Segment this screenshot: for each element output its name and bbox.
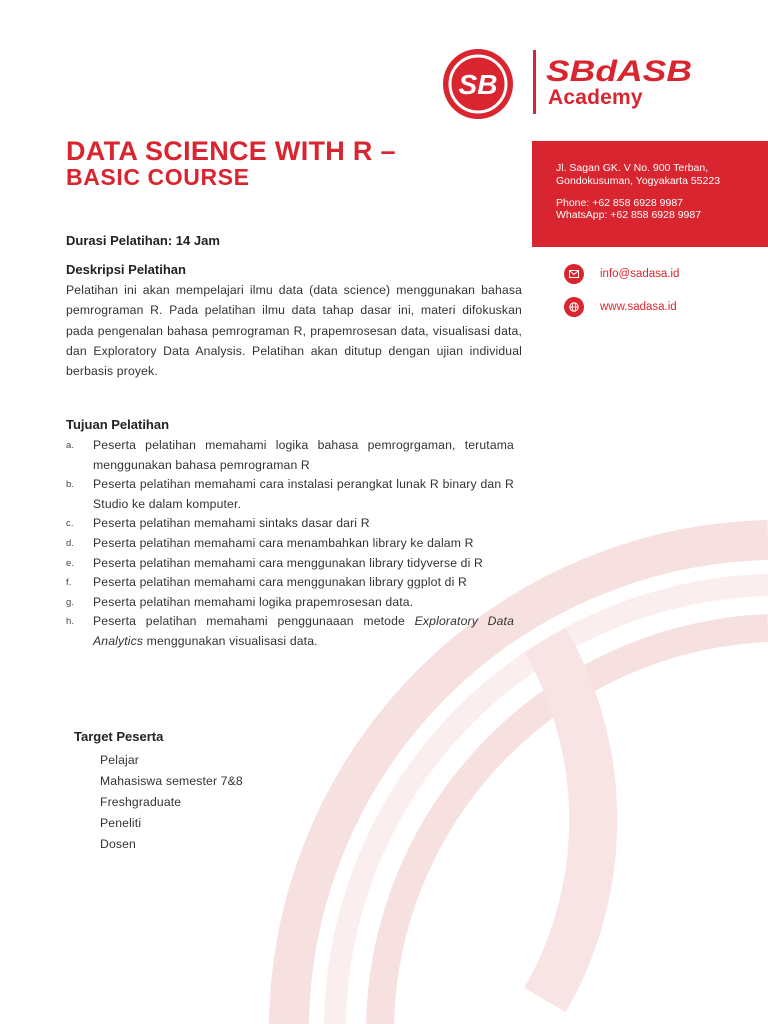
description-text: Pelatihan ini akan mempelajari ilmu data (data science) menggunakan bahasa pemrograman R. Pada pelatihan ilmu data tahap dasar ini, materi difokuskan pada pengenalan bahasa pemrograman R, prapemrosesan data, visualisasi data, dan Exploratory Data Analysis. Pelatihan akan ditutup dengan ujian individual berbasis proyek. bbox=[66, 283, 522, 379]
goal-text: Peserta pelatihan memahami cara menggunakan library ggplot di R bbox=[93, 575, 467, 590]
target-item: Freshgraduate bbox=[100, 795, 182, 809]
address-line2: Gondokusuman, Yogyakarta 55223 bbox=[556, 175, 721, 187]
target-list bbox=[100, 750, 243, 855]
goals-list bbox=[66, 436, 514, 652]
brand-name-academy: Academy bbox=[548, 86, 643, 109]
goal-marker: f. bbox=[66, 577, 72, 589]
goal-marker: a. bbox=[66, 440, 75, 451]
goal-item bbox=[66, 514, 514, 534]
goal-item bbox=[66, 475, 514, 514]
brand-wordmark-text: SBdASB bbox=[546, 55, 692, 86]
goal-text-italic: Exploratory Data Analytics bbox=[93, 614, 514, 648]
mail-icon bbox=[564, 264, 584, 284]
goal-item bbox=[66, 554, 514, 574]
goal-marker: e. bbox=[66, 557, 75, 569]
goal-text: Peserta pelatihan memahami cara instalasi perangkat lunak R binary dan R Studio ke dalam komputer. bbox=[93, 477, 514, 511]
phone-number: Phone: +62 858 6928 9987 bbox=[556, 197, 683, 209]
logo-emblem bbox=[441, 47, 515, 121]
brand-wordmark bbox=[546, 52, 696, 86]
goals-heading: Tujuan Pelatihan bbox=[66, 417, 170, 432]
goal-marker: g. bbox=[66, 596, 75, 608]
target-item: Peneliti bbox=[100, 816, 142, 830]
logo-divider bbox=[533, 50, 536, 114]
goal-item bbox=[66, 593, 514, 613]
goal-marker: c. bbox=[66, 518, 74, 530]
goal-text: Peserta pelatihan memahami logika bahasa pemrogrgaman, terutama menggunakan bahasa pemrograman R bbox=[93, 438, 514, 472]
goal-text: Peserta pelatihan memahami logika prapemrosesan data. bbox=[93, 594, 414, 609]
whatsapp-number: WhatsApp: +62 858 6928 9987 bbox=[556, 209, 702, 221]
website-row[interactable] bbox=[564, 297, 677, 317]
goal-marker: h. bbox=[66, 616, 75, 628]
address-line1: Jl. Sagan GK. V No. 900 Terban, bbox=[556, 162, 709, 174]
description-heading: Deskripsi Pelatihan bbox=[66, 262, 186, 277]
goal-item bbox=[66, 573, 514, 593]
training-duration: Durasi Pelatihan: 14 Jam bbox=[66, 233, 220, 248]
goal-text: Peserta pelatihan memahami cara menggunakan library tidyverse di R bbox=[93, 555, 483, 570]
email-row[interactable] bbox=[564, 264, 679, 284]
address-box bbox=[532, 141, 768, 247]
goal-text: Peserta pelatihan memahami sintaks dasar dari R bbox=[93, 516, 370, 531]
target-item: Pelajar bbox=[100, 753, 139, 767]
goal-marker: b. bbox=[66, 479, 75, 491]
target-item: Dosen bbox=[100, 837, 136, 851]
goal-text bbox=[93, 612, 514, 651]
goal-marker: d. bbox=[66, 537, 75, 549]
goal-text-after: menggunakan visualisasi data. bbox=[143, 633, 318, 648]
goal-text-before: Peserta pelatihan memahami penggunaaan metode bbox=[93, 614, 415, 629]
course-title-line2: BASIC COURSE bbox=[66, 164, 250, 190]
course-title-line1: DATA SCIENCE WITH R – bbox=[66, 136, 396, 166]
goal-text: Peserta pelatihan memahami cara menambahkan library ke dalam R bbox=[93, 535, 474, 550]
logo-initials: SB bbox=[458, 69, 498, 100]
globe-icon bbox=[564, 297, 584, 317]
goal-item bbox=[66, 612, 514, 651]
target-heading: Target Peserta bbox=[74, 729, 164, 744]
right-ring-arc bbox=[545, 640, 593, 1000]
email-link[interactable]: info@sadasa.id bbox=[600, 268, 680, 280]
goal-item bbox=[66, 534, 514, 554]
goal-item bbox=[66, 436, 514, 475]
target-item: Mahasiswa semester 7&8 bbox=[100, 774, 243, 788]
website-link[interactable]: www.sadasa.id bbox=[600, 301, 677, 313]
